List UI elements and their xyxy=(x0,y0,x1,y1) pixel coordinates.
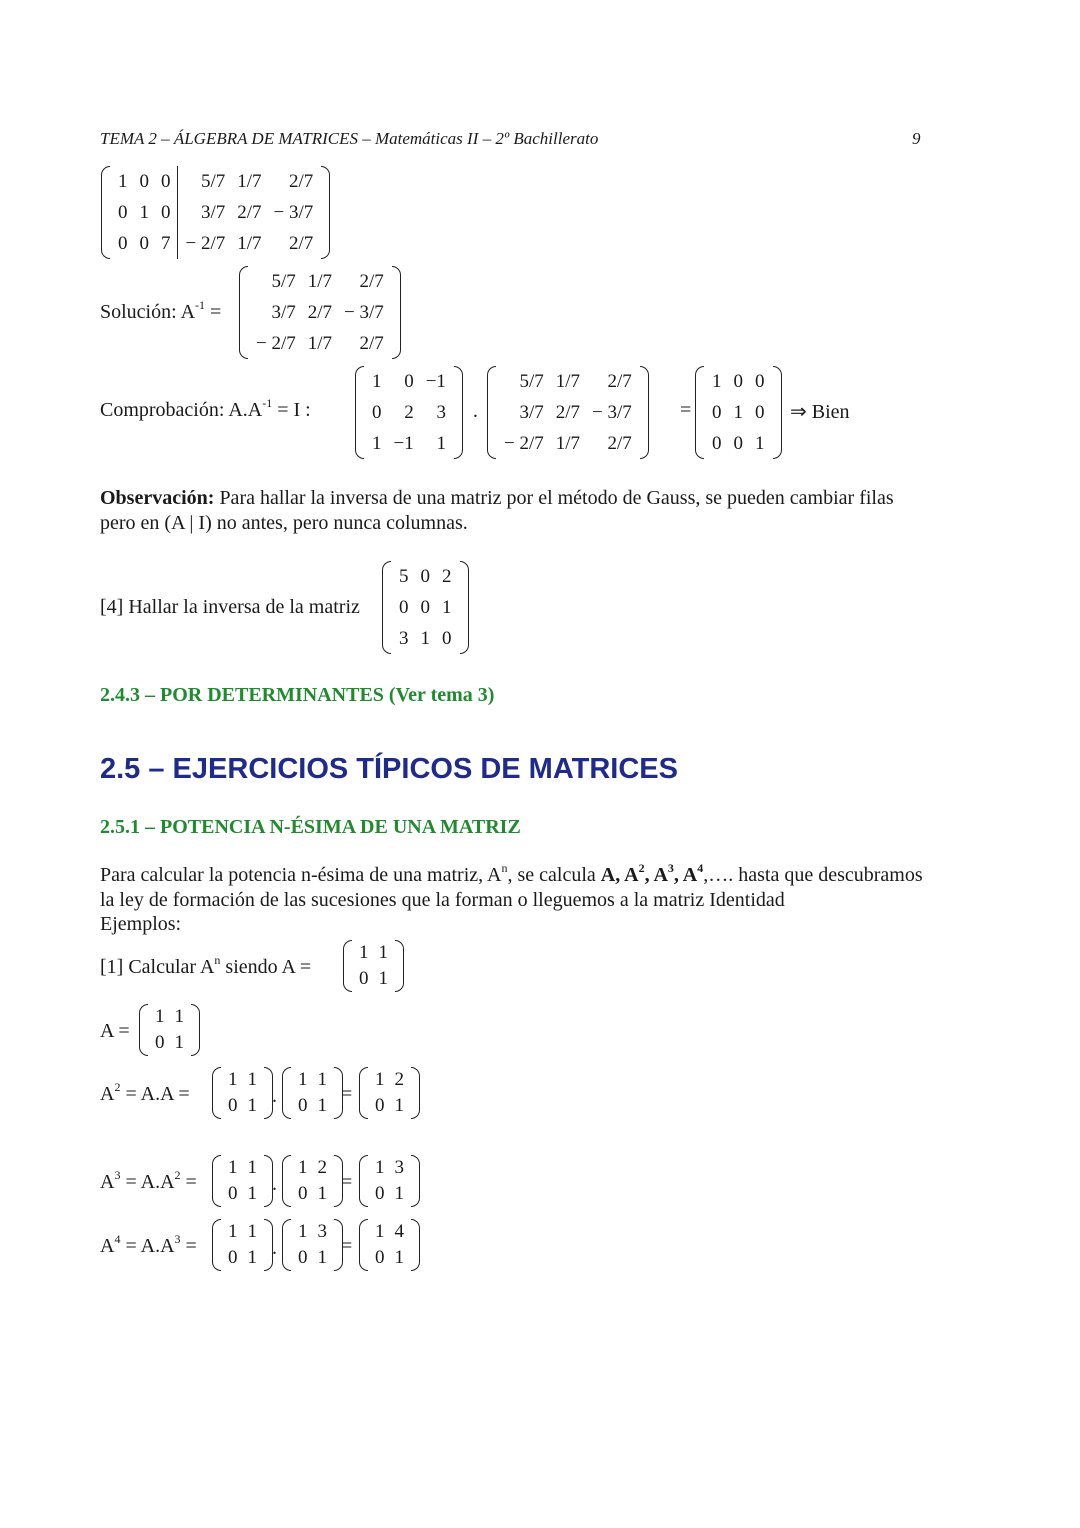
matrix-cell: 1/7 xyxy=(237,171,262,192)
matrix-cell: 1 xyxy=(317,1095,327,1116)
matrix-cell: 0 xyxy=(399,597,409,618)
matrix-cell: 0 xyxy=(420,566,430,587)
comprobacion-matrix-a xyxy=(354,366,464,459)
matrix-cell: 3/7 xyxy=(177,197,231,228)
a3-label: $A^3 = A.A^2$ = xyxy=(100,1168,197,1193)
matrix-cell: 1 xyxy=(712,371,722,392)
matrix-cell: 0 xyxy=(404,371,414,392)
matrix-cell: − 2/7 xyxy=(177,228,231,259)
a2-label: $A^2 = A.A$ = xyxy=(100,1080,190,1105)
a4-matrix-2 xyxy=(281,1219,344,1271)
matrix-cell: 1 xyxy=(247,1157,257,1178)
matrix-cell: 0 xyxy=(139,233,149,254)
matrix-cell: −1 xyxy=(393,433,414,454)
matrix-cell: 1 xyxy=(247,1221,257,1242)
potencia-line1: Para calcular la potencia n-ésima de una matriz, $A^n$, se calcula A, $A^2$, $A^3$, $A^4,\dots$. hasta que descubramos xyxy=(100,861,923,886)
matrix-cell: 3 xyxy=(399,628,409,649)
matrix-cell: 0 xyxy=(298,1247,308,1268)
section-2-4-3-heading: 2.4.3 – POR DETERMINANTES (Ver tema 3) xyxy=(100,684,495,706)
matrix-cell: 3/7 xyxy=(519,402,544,423)
dot-operator: . xyxy=(272,1237,277,1259)
matrix-cell: 2/7 xyxy=(607,371,632,392)
a3-matrix-2 xyxy=(281,1155,344,1207)
matrix-cell: 2/7 xyxy=(555,402,581,423)
ejercicio4-text: [4] Hallar la inversa de la matriz xyxy=(100,596,360,618)
section-2-5-title: 2.5 – EJERCICIOS TÍPICOS DE MATRICES xyxy=(100,753,678,785)
comprobacion-label: Comprobación: $A.A^{-1} = I$ : xyxy=(100,396,311,421)
section-2-5-1-heading: 2.5.1 – POTENCIA N-ÉSIMA DE UNA MATRIZ xyxy=(100,816,521,838)
matrix-cell: 1 xyxy=(174,1006,184,1027)
matrix-cell: 1 xyxy=(298,1221,308,1242)
comprobacion-matrix-ainv xyxy=(486,366,650,459)
matrix-cell: 1 xyxy=(174,1032,184,1053)
matrix-cell: 1 xyxy=(317,1247,327,1268)
matrix-cell: 1/7 xyxy=(307,333,333,354)
a2-result-matrix xyxy=(358,1067,421,1119)
matrix-cell: 5/7 xyxy=(177,166,231,197)
matrix-cell: 1 xyxy=(436,433,446,454)
matrix-cell: 0 xyxy=(161,171,171,192)
matrix-cell: 0 xyxy=(375,1247,385,1268)
matrix-cell: 0 xyxy=(442,628,452,649)
matrix-cell: 1 xyxy=(298,1069,308,1090)
matrix-cell: 5 xyxy=(399,566,409,587)
matrix-cell: 0 xyxy=(118,202,128,223)
matrix-cell: 3/7 xyxy=(271,302,296,323)
matrix-cell: 3 xyxy=(394,1157,404,1178)
matrix-cell: 2 xyxy=(394,1069,404,1090)
a-matrix xyxy=(138,1004,201,1056)
matrix-cell: 1 xyxy=(394,1095,404,1116)
potencia-line3: Ejemplos: xyxy=(100,913,182,935)
matrix-cell: 1 xyxy=(378,942,388,963)
matrix-cell: 1 xyxy=(247,1069,257,1090)
matrix-cell: 0 xyxy=(298,1095,308,1116)
matrix-cell: 0 xyxy=(228,1095,238,1116)
matrix-cell: 1 xyxy=(442,597,452,618)
a4-result-matrix xyxy=(358,1219,421,1271)
matrix-cell: 1 xyxy=(378,968,388,989)
matrix-cell: 0 xyxy=(755,402,765,423)
matrix-cell: 0 xyxy=(118,233,128,254)
potencia-line2: la ley de formación de las sucesiones que la forman o lleguemos a la matriz Identidad xyxy=(100,889,785,911)
matrix-cell: 2 xyxy=(442,566,452,587)
matrix-cell: 0 xyxy=(420,597,430,618)
matrix-cell: 2 xyxy=(404,402,414,423)
matrix-cell: 3 xyxy=(317,1221,327,1242)
matrix-cell: 7 xyxy=(161,233,171,254)
solucion-label: Solución: $A^{-1}$ = xyxy=(100,298,222,323)
matrix-cell: − 2/7 xyxy=(504,433,544,454)
equals-sign: = xyxy=(680,399,692,421)
matrix-cell: 1 xyxy=(228,1069,238,1090)
matrix-cell: 0 xyxy=(298,1183,308,1204)
ejemplo1-text: [1] Calcular $A^n$ siendo A = xyxy=(100,953,312,978)
matrix-cell: 5/7 xyxy=(519,371,544,392)
matrix-cell: 1 xyxy=(247,1183,257,1204)
matrix-cell: 2/7 xyxy=(237,202,262,223)
matrix-cell: 0 xyxy=(359,968,369,989)
matrix-cell: 0 xyxy=(375,1183,385,1204)
matrix-cell: 1 xyxy=(372,433,382,454)
matrix-cell: 1 xyxy=(298,1157,308,1178)
matrix-cell: 1 xyxy=(317,1183,327,1204)
page-header-title: TEMA 2 – ÁLGEBRA DE MATRICES – Matemáticas II – 2º Bachillerato xyxy=(100,129,599,148)
matrix-cell: 1 xyxy=(247,1247,257,1268)
matrix-cell: 1 xyxy=(228,1221,238,1242)
solucion-matrix xyxy=(238,266,402,359)
dot-operator: . xyxy=(473,400,478,422)
matrix-cell: 1/7 xyxy=(237,233,262,254)
matrix-cell: 1 xyxy=(375,1069,385,1090)
matrix-cell: 1 xyxy=(247,1095,257,1116)
matrix-cell: 2/7 xyxy=(607,433,632,454)
matrix-cell: 2/7 xyxy=(289,233,314,254)
matrix-cell: 1 xyxy=(139,202,149,223)
matrix-cell: − 3/7 xyxy=(273,202,314,223)
a2-matrix-1 xyxy=(211,1067,274,1119)
matrix-cell: 5/7 xyxy=(271,271,296,292)
matrix-cell: 0 xyxy=(161,202,171,223)
comprobacion-result: ⇒ Bien xyxy=(790,401,850,423)
matrix-cell: 2/7 xyxy=(359,271,384,292)
observacion-line2: pero en (A | I) no antes, pero nunca columnas. xyxy=(100,512,468,534)
matrix-cell: 0 xyxy=(139,171,149,192)
matrix-cell: 1 xyxy=(420,628,430,649)
matrix-cell: 0 xyxy=(712,402,722,423)
dot-operator: . xyxy=(272,1085,277,1107)
a3-result-matrix xyxy=(358,1155,421,1207)
observacion-line1: Observación: Para hallar la inversa de una matriz por el método de Gauss, se pueden cambiar filas xyxy=(100,487,894,509)
matrix-cell: 1 xyxy=(375,1157,385,1178)
dot-operator: . xyxy=(272,1173,277,1195)
a3-matrix-1 xyxy=(211,1155,274,1207)
matrix-cell: − 3/7 xyxy=(344,302,384,323)
matrix-cell: 1 xyxy=(372,371,382,392)
matrix-cell: −1 xyxy=(425,371,446,392)
equals-sign: = xyxy=(341,1235,353,1257)
matrix-cell: 0 xyxy=(155,1032,165,1053)
equals-sign: = xyxy=(341,1171,353,1193)
matrix-cell: 1 xyxy=(394,1247,404,1268)
comprobacion-matrix-identity xyxy=(694,366,783,459)
a4-matrix-1 xyxy=(211,1219,274,1271)
page-number: 9 xyxy=(912,129,921,148)
matrix-cell: − 3/7 xyxy=(592,402,632,423)
matrix-cell: 0 xyxy=(755,371,765,392)
augmented-matrix xyxy=(100,166,331,259)
matrix-cell: 1/7 xyxy=(307,271,333,292)
matrix-cell: 0 xyxy=(375,1095,385,1116)
matrix-cell: 0 xyxy=(733,371,743,392)
matrix-cell: 2 xyxy=(317,1157,327,1178)
matrix-cell: 2/7 xyxy=(359,333,384,354)
a-label: A = xyxy=(100,1020,130,1042)
ejemplo1-matrix xyxy=(342,940,405,992)
matrix-cell: 1/7 xyxy=(555,371,581,392)
matrix-cell: 1 xyxy=(317,1069,327,1090)
equals-sign: = xyxy=(341,1083,353,1105)
ejercicio4-matrix xyxy=(381,561,470,654)
matrix-cell: 1 xyxy=(755,433,765,454)
a4-label: $A^4 = A.A^3$ = xyxy=(100,1232,197,1257)
matrix-cell: 1 xyxy=(359,942,369,963)
matrix-cell: 0 xyxy=(712,433,722,454)
matrix-cell: 1 xyxy=(394,1183,404,1204)
matrix-cell: 1 xyxy=(118,171,128,192)
matrix-cell: 1 xyxy=(733,402,743,423)
matrix-cell: 0 xyxy=(228,1247,238,1268)
matrix-cell: 1 xyxy=(375,1221,385,1242)
matrix-cell: 2/7 xyxy=(307,302,333,323)
matrix-cell: − 2/7 xyxy=(256,333,296,354)
matrix-cell: 0 xyxy=(733,433,743,454)
matrix-cell: 0 xyxy=(228,1183,238,1204)
a2-matrix-2 xyxy=(281,1067,344,1119)
matrix-cell: 3 xyxy=(436,402,446,423)
matrix-cell: 1 xyxy=(155,1006,165,1027)
matrix-cell: 1 xyxy=(228,1157,238,1178)
matrix-cell: 0 xyxy=(372,402,382,423)
matrix-cell: 2/7 xyxy=(289,171,314,192)
matrix-cell: 4 xyxy=(394,1221,404,1242)
matrix-cell: 1/7 xyxy=(555,433,581,454)
